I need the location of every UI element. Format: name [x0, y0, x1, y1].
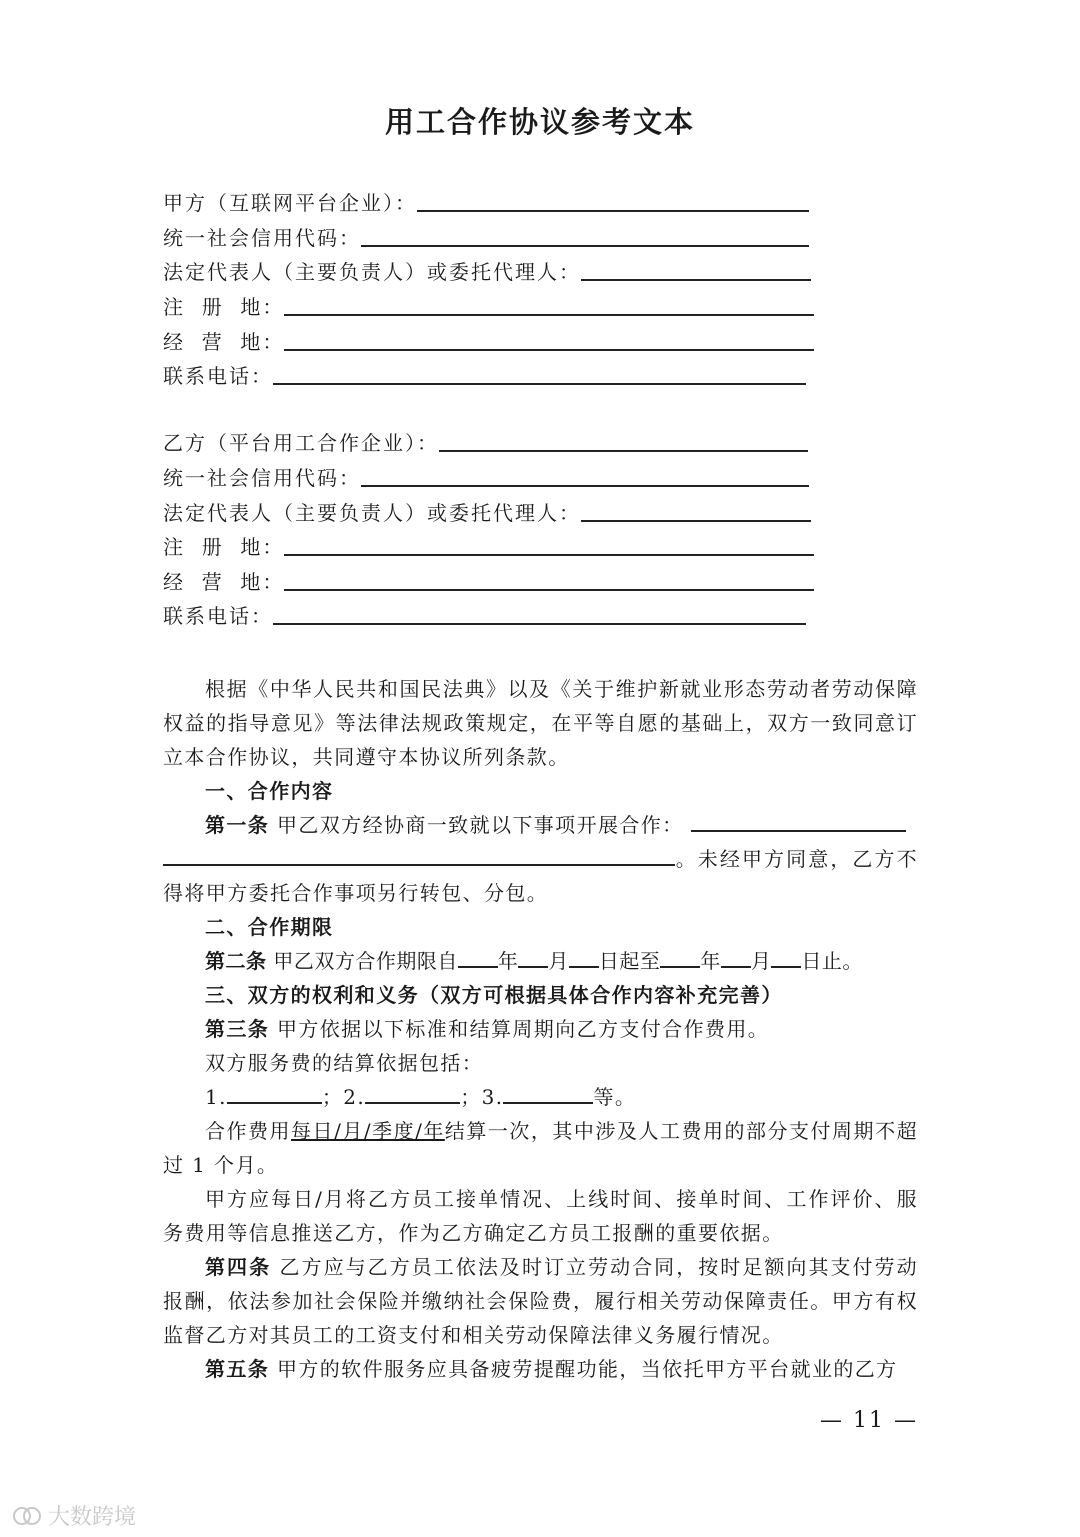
party-b-code-field	[163, 461, 809, 491]
party-a-name-blank	[417, 209, 809, 212]
article-2-month2: 月	[750, 949, 772, 973]
party-b-heading: 乙方（平台用工合作企业）：	[163, 431, 439, 455]
article-3-text: 甲方依据以下标准和结算周期向乙方支付合作费用。	[276, 1017, 770, 1041]
party-b-reg-blank	[284, 553, 814, 556]
fee-period-options: 每日/月/季度/年	[291, 1119, 445, 1143]
article-1-label: 第一条	[205, 813, 270, 837]
party-b-biz-label: 经 营 地：	[163, 570, 285, 594]
article-4-paragraph	[163, 1250, 918, 1352]
party-b-heading-field	[163, 426, 808, 456]
party-a-reg-label: 注 册 地：	[163, 295, 285, 319]
article-4-label: 第四条	[205, 1255, 272, 1279]
end-month-blank	[721, 948, 751, 968]
section-3-heading: 三、双方的权利和义务（双方可根据具体合作内容补充完善）	[205, 983, 783, 1007]
article-3-paragraph	[163, 1012, 918, 1046]
basis-1-label: 1.	[205, 1085, 227, 1109]
article-1-tail: 。未经甲方同意，乙方不得将甲方委托合作事项另行转包、分包。	[163, 847, 918, 905]
basis-1-blank	[227, 1084, 322, 1104]
article-5-label: 第五条	[205, 1357, 270, 1381]
party-a-biz-field	[163, 325, 814, 355]
party-b-reg-field	[163, 530, 814, 560]
watermark-logo-icon	[12, 1503, 42, 1529]
article-3-label: 第三条	[205, 1017, 270, 1041]
party-b-phone-blank	[273, 622, 806, 625]
article-2-end: 日止。	[801, 949, 863, 973]
party-b-biz-blank	[284, 588, 814, 591]
start-month-blank	[518, 948, 548, 968]
start-year-blank	[458, 948, 498, 968]
party-b-code-label: 统一社会信用代码：	[163, 466, 361, 490]
article-2-year2: 年	[700, 949, 721, 973]
article-5-paragraph	[163, 1352, 918, 1386]
basis-2-label: ；2.	[321, 1085, 366, 1109]
party-a-phone-label: 联系电话：	[163, 364, 273, 388]
article-2-paragraph	[163, 944, 918, 978]
section-1-heading: 一、合作内容	[205, 779, 334, 803]
page-number: — 11 —	[820, 1408, 918, 1433]
party-a-rep-blank	[581, 278, 811, 281]
article-4-text: 乙方应与乙方员工依法及时订立劳动合同，按时足额向其支付劳动报酬，依法参加社会保险并缴纳社会保险费，履行相关劳动保障责任。甲方有权监督乙方对其员工的工资支付和相关劳动保障法律义务履行情况。	[163, 1255, 918, 1347]
party-a-code-blank	[361, 244, 809, 247]
party-a-biz-label: 经 营 地：	[163, 330, 285, 354]
section-2-heading: 二、合作期限	[205, 915, 334, 939]
article-2-label: 第二条	[205, 949, 267, 973]
end-year-blank	[660, 948, 700, 968]
party-a-biz-blank	[284, 348, 814, 351]
basis-3-blank	[503, 1084, 593, 1104]
fee-prefix: 合作费用	[205, 1119, 292, 1143]
watermark-text: 大数跨境	[48, 1505, 137, 1530]
end-day-blank	[771, 948, 801, 968]
party-b-phone-field	[163, 599, 806, 629]
party-a-rep-label: 法定代表人（主要负责人）或委托代理人：	[163, 260, 581, 284]
party-b-reg-label: 注 册 地：	[163, 535, 285, 559]
party-b-name-blank	[439, 449, 808, 452]
party-a-heading-field	[163, 186, 809, 216]
party-b-phone-label: 联系电话：	[163, 604, 273, 628]
settlement-basis-list	[163, 1080, 918, 1114]
article-2-day-from: 日起至	[598, 949, 661, 973]
article-1-blank-1	[691, 812, 906, 832]
party-a-code-label: 统一社会信用代码：	[163, 226, 361, 250]
party-a-reg-field	[163, 290, 814, 320]
article-1-text: 甲乙双方经协商一致就以下事项开展合作：	[276, 813, 684, 837]
party-a-reg-blank	[284, 313, 814, 316]
fee-settlement-paragraph	[163, 1114, 918, 1182]
fee-suffix: 结算一次，其中涉及人工费用的部分支付周期不超过 1 个月。	[163, 1119, 918, 1177]
party-b-rep-label: 法定代表人（主要负责人）或委托代理人：	[163, 501, 581, 525]
party-a-phone-field	[163, 359, 806, 389]
party-a-phone-blank	[273, 382, 806, 385]
party-a-rep-field	[163, 255, 811, 285]
info-push-paragraph: 甲方应每日/月将乙方员工接单情况、上线时间、接单时间、工作评价、服务费用等信息推送乙方，作为乙方确定乙方员工报酬的重要依据。	[163, 1187, 918, 1245]
basis-end: 等。	[593, 1085, 637, 1109]
basis-2-blank	[365, 1084, 460, 1104]
article-1-paragraph	[163, 808, 918, 910]
start-day-blank	[569, 948, 599, 968]
party-b-code-blank	[361, 484, 809, 487]
party-a-heading: 甲方（互联网平台企业）：	[163, 191, 417, 215]
party-b-rep-blank	[581, 519, 811, 522]
article-1-blank-2	[163, 846, 675, 866]
party-b-biz-field	[163, 565, 814, 595]
party-b-rep-field	[163, 496, 811, 526]
document-title: 用工合作协议参考文本	[384, 105, 695, 139]
preamble-paragraph: 根据《中华人民共和国民法典》以及《关于维护新就业形态劳动者劳动保障权益的指导意见》等法律法规政策规定，在平等自愿的基础上，双方一致同意订立本合作协议，共同遵守本协议所列条款。	[163, 677, 918, 769]
article-5-text: 甲方的软件服务应具备疲劳提醒功能，当依托甲方平台就业的乙方	[276, 1357, 898, 1381]
basis-3-label: ；3.	[460, 1085, 504, 1109]
article-2-year: 年	[497, 949, 519, 973]
settlement-basis-intro: 双方服务费的结算依据包括：	[205, 1051, 484, 1075]
article-2-prefix: 甲乙双方合作期限自	[273, 949, 458, 973]
party-a-code-field	[163, 221, 809, 251]
article-2-month: 月	[548, 949, 569, 973]
watermark	[12, 1500, 136, 1531]
